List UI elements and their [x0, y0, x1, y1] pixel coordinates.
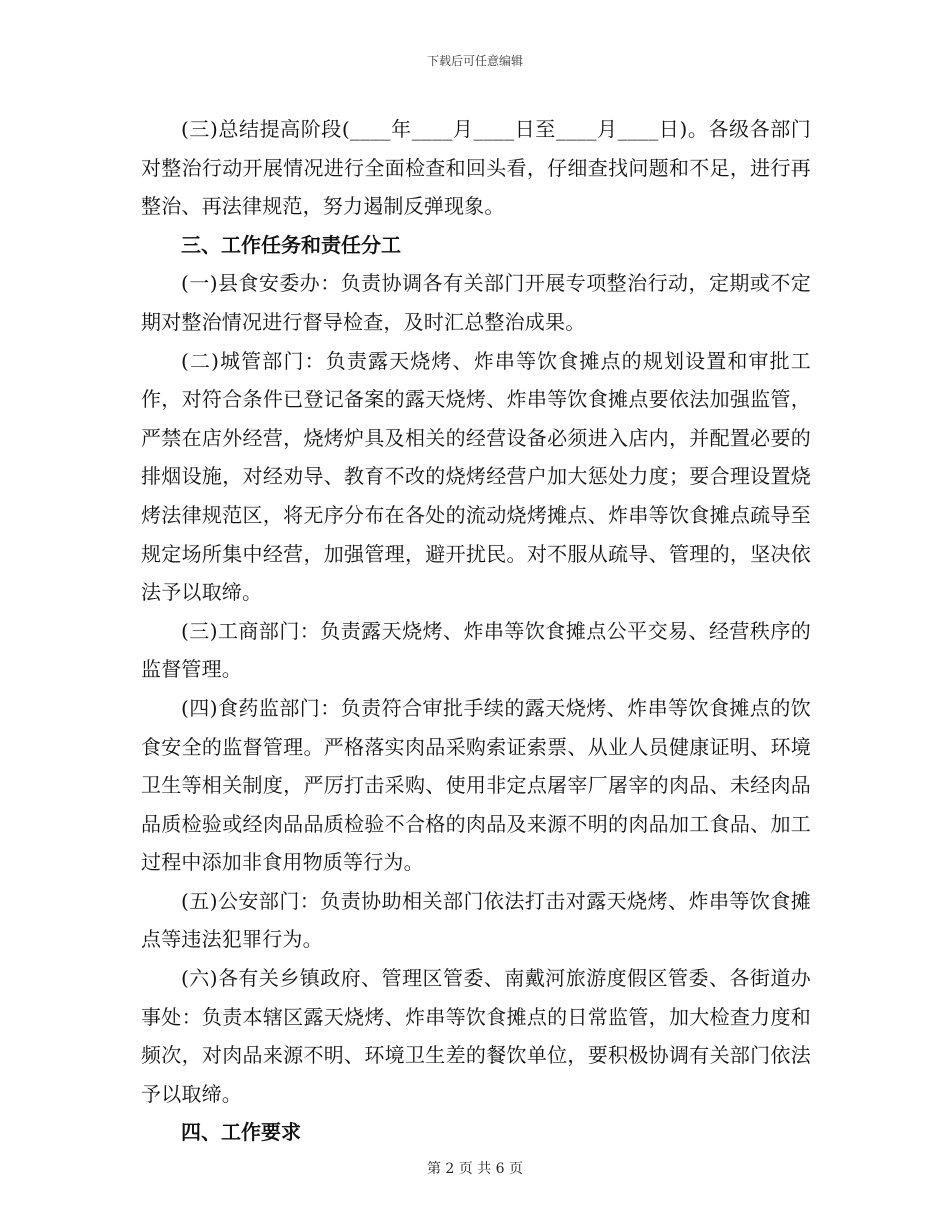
section-heading-tasks: 三、工作任务和责任分工	[181, 232, 401, 257]
paragraph-summary-phase: (三)总结提高阶段(____年____月____日至____月____日)。各级各部门对整治行动开展情况进行全面检查和回头看，仔细查找问题和不足，进行再整治、再法律规范，努力遏制反弹现象。	[141, 117, 811, 219]
paragraph-food-drug-supervision: (四)食药监部门：负责符合审批手续的露天烧烤、炸串等饮食摊点的饮食安全的监督管理。严格落实肉品采购索证索票、从业人员健康证明、环境卫生等相关制度，严厉打击采购、使用非定点屠宰厂屠宰的肉品、未经肉品品质检验或经肉品品质检验不合格的肉品及来源不明的肉品加工食品、加工过程中添加非食用物质等行为。	[141, 695, 811, 875]
document-body	[141, 110, 811, 1152]
paragraph-urban-management: (二)城管部门：负责露天烧烤、炸串等饮食摊点的规划设置和审批工作，对符合条件已登记备案的露天烧烤、炸串等饮食摊点要依法加强监管，严禁在店外经营，烧烤炉具及相关的经营设备必须进入店内，并配置必要的排烟设施，对经劝导、教育不改的烧烤经营户加大惩处力度；要合理设置烧烤法律规范区，将无序分布在各处的流动烧烤摊点、炸串等饮食摊点疏导至规定场所集中经营，加强管理，避开扰民。对不服从疏导、管理的，坚决依法予以取缔。	[141, 348, 811, 605]
paragraph-public-security: (五)公安部门：负责协助相关部门依法打击对露天烧烤、炸串等饮食摊点等违法犯罪行为。	[141, 888, 811, 952]
page-number: 第 2 页 共 6 页	[426, 1161, 524, 1177]
paragraph-industry-commerce: (三)工商部门：负责露天烧烤、炸串等饮食摊点公平交易、经营秩序的监督管理。	[141, 618, 811, 682]
section-heading-requirements: 四、工作要求	[181, 1120, 301, 1145]
paragraph-county-food-safety: (一)县食安委办：负责协调各有关部门开展专项整治行动，定期或不定期对整治情况进行督导检查，及时汇总整治成果。	[141, 271, 811, 334]
paragraph-townships: (六)各有关乡镇政府、管理区管委、南戴河旅游度假区管委、各街道办事处：负责本辖区露天烧烤、炸串等饮食摊点的日常监管，加大检查力度和频次，对肉品来源不明、环境卫生差的餐饮单位，要积极协调有关部门依法予以取缔。	[141, 966, 811, 1106]
page-header-note: 下载后可任意编辑	[426, 54, 523, 68]
